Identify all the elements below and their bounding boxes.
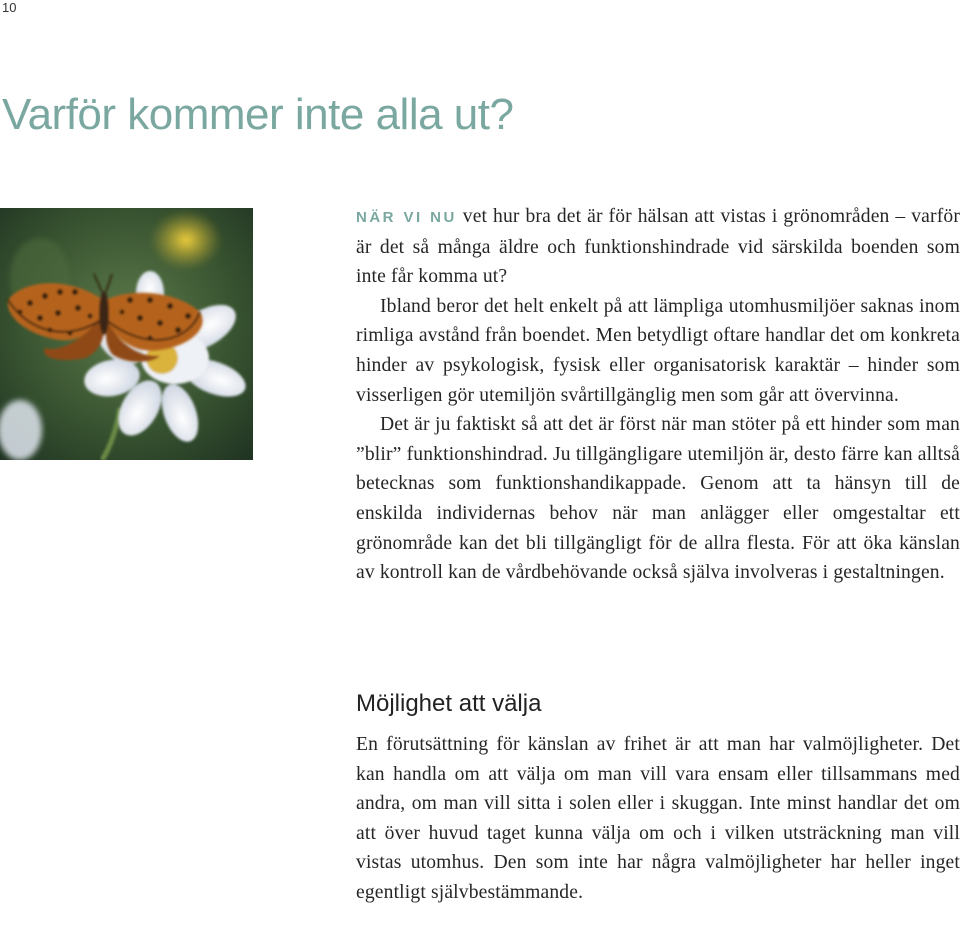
butterfly-photo: [0, 208, 253, 460]
lead-in: NÄR VI NU: [356, 209, 457, 226]
page-title: Varför kommer inte alla ut?: [2, 90, 514, 139]
section-heading: Möjlighet att välja: [356, 690, 542, 717]
intro-section: [356, 202, 960, 588]
butterfly-flower-image: [0, 208, 253, 460]
intro-paragraph-1: [356, 202, 960, 292]
intro-paragraph-2: Ibland beror det helt enkelt på att lämpliga utomhusmiljöer saknas inom rimliga avstånd från boendet. Men betydligt oftare handlar det om konkreta hinder av psykologisk, fysisk eller organisatorisk karaktär – hinder som visserligen gör utemiljön svårtillgänglig men som går att övervinna.: [356, 295, 960, 406]
intro-paragraph-3: Det är ju faktiskt så att det är först när man stöter på ett hinder som man ”blir” funktionshindrad. Ju tillgängligare utemiljön är, desto färre kan alltså betecknas som funktionshandikappade. Genom att ta hänsyn till de enskilda individernas behov när man anlägger eller omgestaltar ett grönområde kan det bli tillgängligt för de allra flesta. För att öka känslan av kontroll kan de vårdbehövande också själva involveras i gestaltningen.: [356, 414, 960, 584]
page-number: 10: [2, 0, 17, 15]
section-paragraph: En förutsättning för känslan av frihet är att man har valmöjligheter. Det kan handla om att välja om man vill vara ensam eller tillsammans med andra, om man vill sitta i solen eller i skuggan. Inte minst handlar det om att över huvud taget kunna välja om och i vilken utsträckning man vill vistas utomhus. Den som inte har några valmöjligheter har heller inget egentligt självbestämmande.: [356, 734, 960, 903]
intro-paragraph-1-text: vet hur bra det är för hälsan att vistas i grönområden – varför är det så många äldre och funktionshindrade vid särskilda boenden som inte får komma ut?: [356, 206, 960, 288]
section-body: [356, 730, 960, 908]
